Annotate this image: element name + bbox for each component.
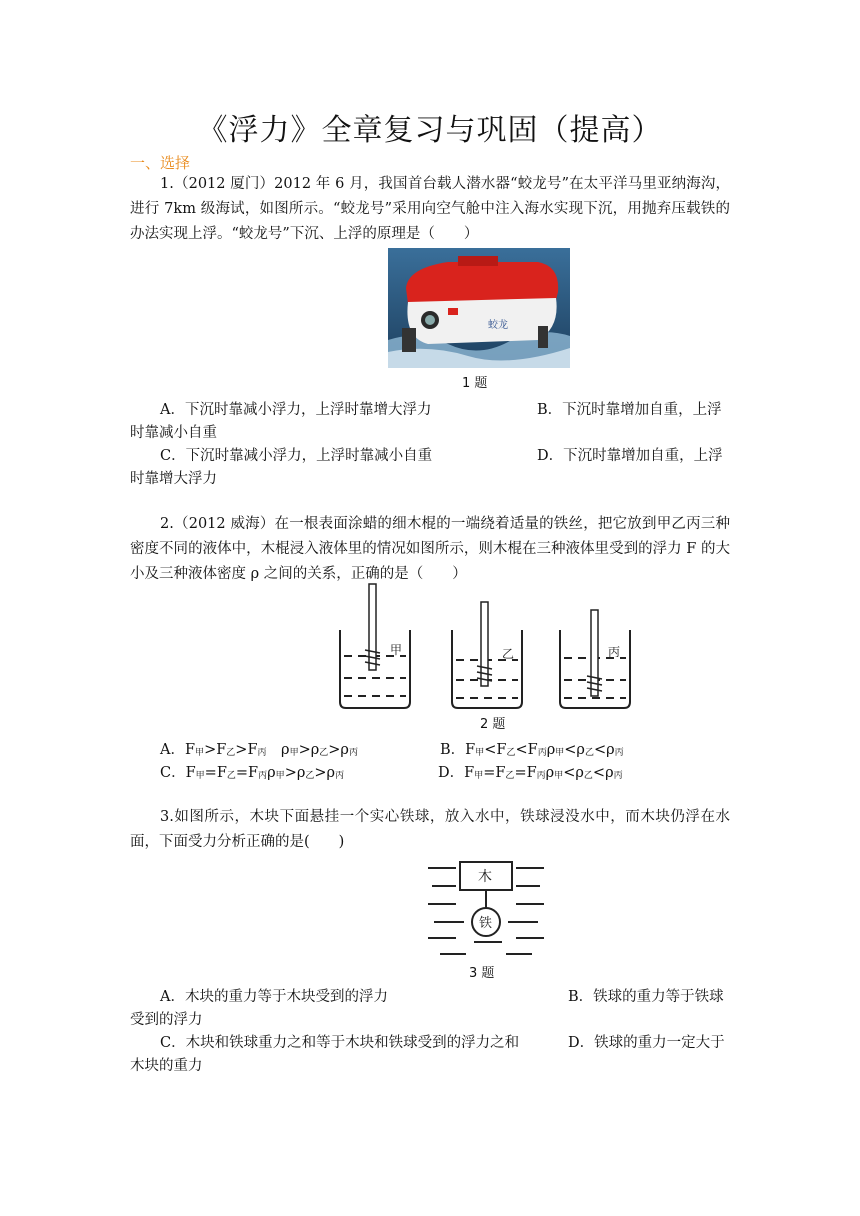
wood-block-label: 木 xyxy=(478,869,492,885)
beaker-label-yi: 乙 xyxy=(502,647,515,661)
q2-option-c: C．$F_甲=F_乙=F_丙\rho_甲>\rho_乙>\rho_丙$ xyxy=(160,765,345,781)
page-title: 《浮力》全章复习与巩固（提高） xyxy=(197,113,663,148)
q2-stem: 2.（2012 威海）在一根表面涂蜡的细木棍的一端绕着适量的铁丝，把它放到甲乙丙三种密度不同的液体中，木棍浸入液体里的情况如图所示，则木棍在三种液体里受到的浮力 F 的大小及三种液体密度 ρ 之间的关系，正确的是（ ） xyxy=(130,516,730,582)
beaker-label-bing: 丙 xyxy=(608,645,621,659)
q2-option-a: A．$F_甲>F_乙>F_丙$ $\rho_甲>\rho_乙>\rho_丙$ xyxy=(160,742,358,758)
q3-option-d: D．铁球的重力一定大于 xyxy=(568,1035,725,1051)
q3-stem: 3.如图所示，木块下面悬挂一个实心铁球，放入水中，铁球浸没水中，而木块仍浮在水面，下面受力分析正确的是( ) xyxy=(130,809,730,850)
section-heading: 一、选择 xyxy=(130,154,191,172)
q1-figure-caption: 1 题 xyxy=(462,376,488,391)
q1-option-c: C．下沉时靠减小浮力，上浮时靠减小自重 xyxy=(160,448,433,464)
q1-option-a: A．下沉时靠减小浮力，上浮时靠增大浮力 xyxy=(160,402,432,418)
q1-option-b-cont: 时靠减小自重 xyxy=(130,425,217,441)
q2-option-b: B．$F_甲<F_乙<F_丙\rho_甲<\rho_乙<\rho_丙$ xyxy=(440,742,624,758)
q1-option-b: B．下沉时靠增加自重，上浮 xyxy=(537,402,722,418)
submersible-label: 蛟龙 xyxy=(488,320,508,331)
q1-option-d: D．下沉时靠增加自重，上浮 xyxy=(537,448,723,464)
q3-option-b-cont: 受到的浮力 xyxy=(130,1012,203,1028)
q2-option-d: D．$F_甲=F_乙=F_丙\rho_甲<\rho_乙<\rho_丙$ xyxy=(438,765,623,781)
iron-ball-label: 铁 xyxy=(479,916,493,931)
q3-option-b: B．铁球的重力等于铁球 xyxy=(568,989,724,1005)
q2-figure-caption: 2 题 xyxy=(480,717,506,732)
q1-figure-submersible xyxy=(388,248,570,368)
q1-option-d-cont: 时靠增大浮力 xyxy=(130,471,217,487)
q3-figure-caption: 3 题 xyxy=(469,966,495,981)
beaker-label-jia: 甲 xyxy=(390,643,403,657)
q2-figure-beakers xyxy=(336,582,636,712)
q3-option-c: C．木块和铁球重力之和等于木块和铁球受到的浮力之和 xyxy=(160,1035,520,1051)
q3-option-d-cont: 木块的重力 xyxy=(130,1058,203,1074)
q1-stem: 1.（2012 厦门）2012 年 6 月，我国首台载人潜水器“蛟龙号”在太平洋马里亚纳海沟，进行 7km 级海试，如图所示。“蛟龙号”采用向空气舱中注入海水实现下沉，用抛弃压载铁的办法实现上浮。“蛟龙号”下沉、上浮的原理是（ ） xyxy=(130,176,730,242)
q3-figure-wood-iron xyxy=(426,856,546,960)
q3-option-a: A．木块的重力等于木块受到的浮力 xyxy=(160,989,388,1005)
